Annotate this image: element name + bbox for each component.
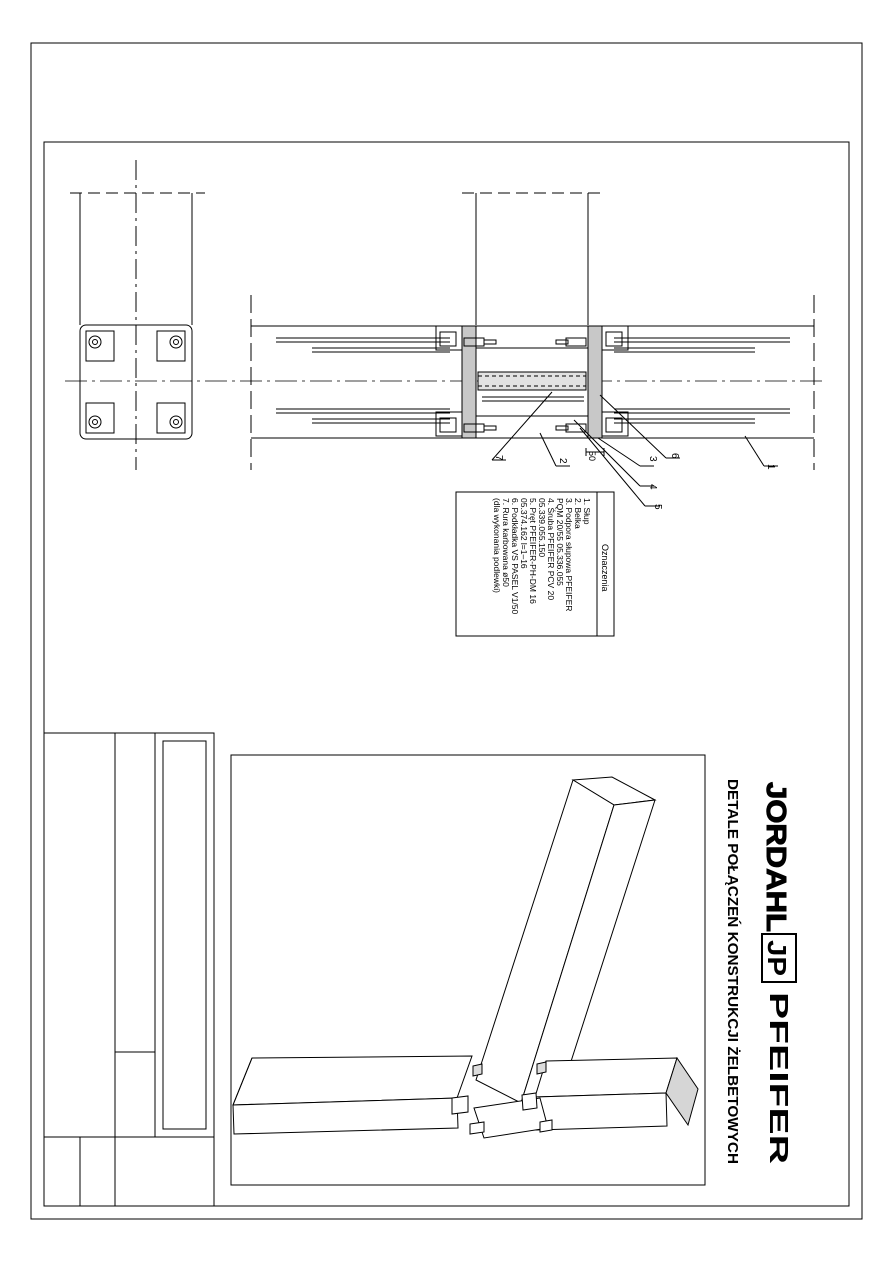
legend-item: 05.339.055.150 (537, 498, 547, 558)
legend-box (456, 492, 614, 636)
isometric-view (231, 755, 705, 1185)
section-view (251, 193, 814, 506)
legend-item: (dla wykonania podlewki) (492, 498, 502, 593)
brand-jordahl: JORDAHL (761, 782, 792, 918)
callout-4: 4 (647, 484, 658, 490)
title-block (44, 733, 214, 1206)
dimension-50: 50 (587, 451, 597, 462)
legend-title: Oznaczenia (600, 544, 610, 592)
legend-item: 05.374.162 l=1–16 (519, 498, 529, 569)
legend-item: 7. Rura karbowana ø50 (501, 498, 511, 587)
legend-item: 2. Belka (573, 498, 583, 529)
legend-item: 1. Słup (582, 498, 592, 525)
callout-6: 6 (669, 453, 680, 459)
callout-7: 7 (493, 455, 504, 461)
callout-1: 1 (765, 464, 776, 470)
legend-item: 6. Podkładka VS PASEL V1/50 (510, 498, 520, 615)
brand-pfeifer: PFEIFER (764, 992, 794, 1102)
legend-item: PQM 20/55 05.336.055 (555, 498, 565, 586)
callout-5: 5 (652, 504, 663, 510)
brand-block (724, 779, 796, 1164)
callout-2: 2 (557, 458, 568, 464)
brand-jp: JP (762, 940, 792, 972)
legend-item: 3. Podpora słupowa PFEIFER (564, 498, 574, 612)
legend-item: 5. Pręt PFEIFER-PH-DM 16 (528, 498, 538, 604)
plan-view (70, 160, 205, 470)
drawing-title: DETALE POŁĄCZEŃ KONSTRUKCJI ŻELBETOWYCH (724, 779, 741, 1157)
legend-item: 4. Śruba PFEIFER PCV 20 (546, 498, 556, 601)
callout-3: 3 (647, 456, 658, 462)
